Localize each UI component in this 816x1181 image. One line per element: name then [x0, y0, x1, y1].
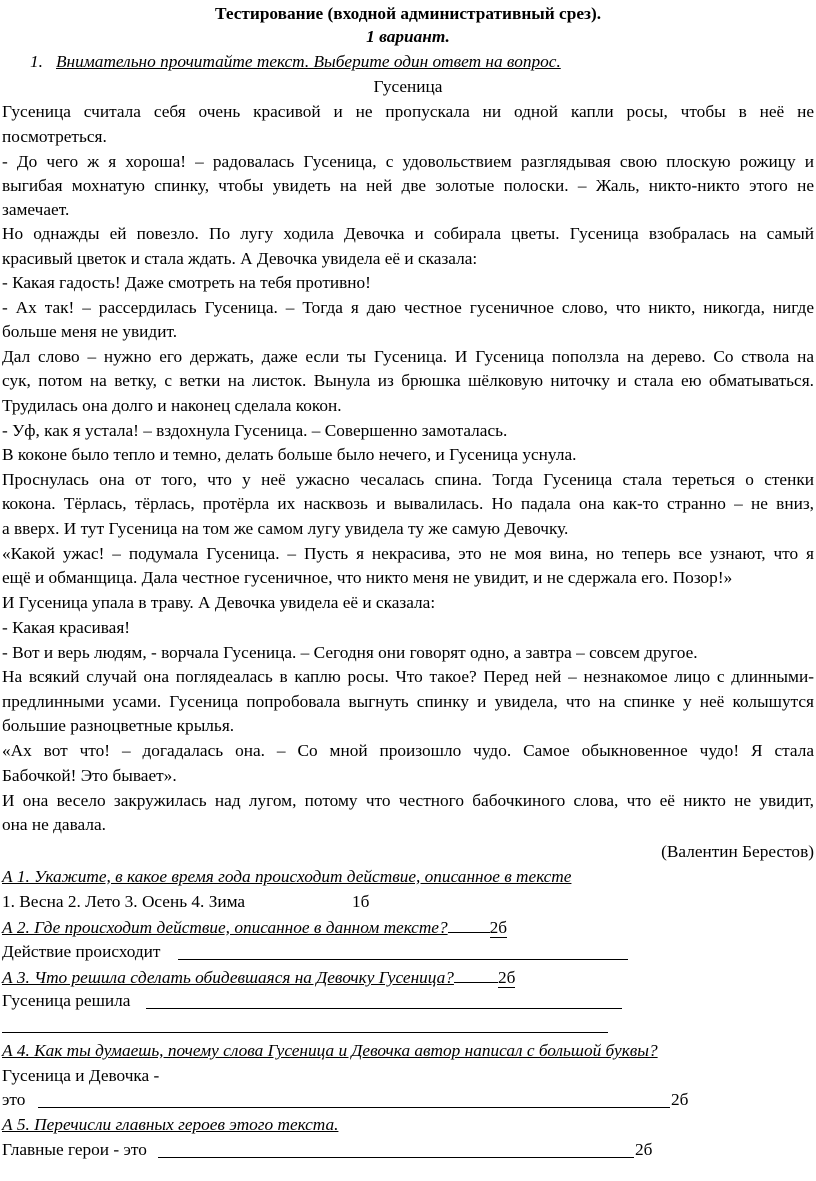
story-title: Гусеница: [373, 77, 443, 96]
question-a4-answer-label: Гусеница и Девочка -: [2, 1066, 160, 1085]
story-line: кокона. Тёрлась, тёрлась, протёрла их насквозь и вывалилась. Но падала она как-то странно – не вниз,: [2, 494, 814, 513]
story-line: «Какой ужас! – подумала Гусеница. – Пусть я некрасива, это не моя вина, но теперь все узнают, что я: [2, 544, 814, 563]
question-a2-points: 2б: [489, 918, 508, 937]
question-a2: А 2. Где происходит действие, описанное в данном тексте?: [2, 918, 448, 937]
question-a5-points: 2б: [635, 1140, 653, 1159]
story-line: - До чего ж я хороша! – радовалась Гусеница, с удовольствием разглядывая свою плоскую рожицу и: [2, 152, 814, 171]
question-a1: А 1. Укажите, в какое время года происходит действие, описанное в тексте: [2, 867, 572, 886]
story-author: (Валентин Берестов): [661, 842, 814, 861]
question-a3-points: 2б: [497, 968, 516, 987]
story-line: На всякий случай она поглядеалась в каплю росы. Что такое? Перед ней – незнакомое лицо с длинными-: [2, 667, 814, 686]
variant-label: 1 вариант.: [366, 27, 450, 46]
story-line: «Ах вот что! – догадалась она. – Со мной произошло чудо. Самое обыкновенное чудо! Я стала: [2, 741, 814, 760]
story-line: И она весело закружилась над лугом, потому что честного бабочкиного слова, что её никто не увидит,: [2, 791, 814, 810]
question-a4: А 4. Как ты думаешь, почему слова Гусеница и Девочка автор написал с большой буквы?: [2, 1041, 658, 1060]
question-a4-points: 2б: [671, 1090, 689, 1109]
answer-line[interactable]: [2, 1032, 608, 1033]
answer-line[interactable]: [158, 1157, 634, 1158]
answer-line[interactable]: [178, 959, 628, 960]
story-line: красивый цветок и стала ждать. А Девочка увидела её и сказала:: [2, 249, 478, 268]
story-line: Гусеница считала себя очень красивой и не пропускала ни одной капли росы, чтобы в неё не: [2, 102, 814, 121]
story-line: - Какая гадость! Даже смотреть на тебя противно!: [2, 273, 371, 292]
question-a2-row: [2, 916, 814, 939]
question-a5-answer-label: Главные герои - это: [2, 1140, 147, 1159]
story-line: Бабочкой! Это бывает».: [2, 766, 177, 785]
story-line: она не давала.: [2, 815, 106, 834]
task-text: Внимательно прочитайте текст. Выберите один ответ на вопрос.: [56, 52, 561, 71]
story-line: - Ах так! – рассердилась Гусеница. – Тогда я даю честное гусеничное слово, что никто, никогда, нигде: [2, 298, 814, 317]
task-number: 1.: [30, 52, 43, 71]
question-a2-answer-label: Действие происходит: [2, 942, 161, 961]
test-title: Тестирование (входной административный срез).: [214, 4, 602, 23]
story-line: В коконе было тепло и темно, делать больше было нечего, и Гусеница уснула.: [2, 445, 577, 464]
story-line: Но однажды ей повезло. По лугу ходила Девочка и собирала цветы. Гусеница взобралась на самый: [2, 224, 814, 243]
question-a3-underline: [454, 966, 498, 983]
question-a3-answer-label: Гусеница решила: [2, 991, 131, 1010]
story-line: Трудилась она долго и наконец сделала кокон.: [2, 396, 342, 415]
story-line: ещё и обманщица. Дала честное гусеничное, что никто меня не увидит, и не сдержала его. Позор!»: [2, 568, 733, 587]
story-line: - Какая красивая!: [2, 618, 131, 637]
story-line: посмотреться.: [2, 127, 107, 146]
question-a3-row: [2, 966, 814, 989]
answer-line[interactable]: [38, 1107, 670, 1108]
story-line: а вверх. И тут Гусеница на том же самом лугу увидела ту же самую Девочку.: [2, 519, 569, 538]
question-a4-answer-label-2: это: [2, 1090, 26, 1109]
story-line: больше меня не увидит.: [2, 322, 178, 341]
story-line: Проснулась она от того, что у неё ужасно чесалась спина. Тогда Гусеница стала тереться о стенки: [2, 470, 814, 489]
question-a3: А 3. Что решила сделать обидевшаяся на Девочку Гусеница?: [2, 968, 454, 987]
story-line: замечает.: [2, 200, 70, 219]
story-line: Дал слово – нужно его держать, даже если ты Гусеница. И Гусеница поползла на дерево. Со ствола на: [2, 347, 814, 366]
question-a1-options: 1. Весна 2. Лето 3. Осень 4. Зима: [2, 892, 246, 911]
question-a1-points: 1б: [352, 892, 370, 911]
story-line: - Уф, как я устала! – вздохнула Гусеница. – Совершенно замоталась.: [2, 421, 508, 440]
story-line: большие разноцветные крылья.: [2, 716, 235, 735]
story-line: И Гусеница упала в траву. А Девочка увидела её и сказала:: [2, 593, 436, 612]
story-line: выгибая мохнатую спинку, чтобы увидеть на ней две золотые полоски. – Жаль, никто-никто этого не: [2, 176, 814, 195]
task-instruction: [30, 51, 814, 73]
story-line: - Вот и верь людям, - ворчала Гусеница. – Сегодня они говорят одно, а завтра – совсем другое.: [2, 643, 698, 662]
answer-line[interactable]: [146, 1008, 622, 1009]
question-a2-underline: [448, 916, 490, 933]
story-line: предлинными усами. Гусеница попробовала выгнуть спинку и увидела, что на спинке у неё колышутся: [2, 692, 814, 711]
story-line: сук, потом на ветку, с ветки на листок. Вынула из брюшка шёлковую ниточку и стала ею обматываться.: [2, 371, 814, 390]
question-a5: А 5. Перечисли главных героев этого текста.: [2, 1115, 339, 1134]
